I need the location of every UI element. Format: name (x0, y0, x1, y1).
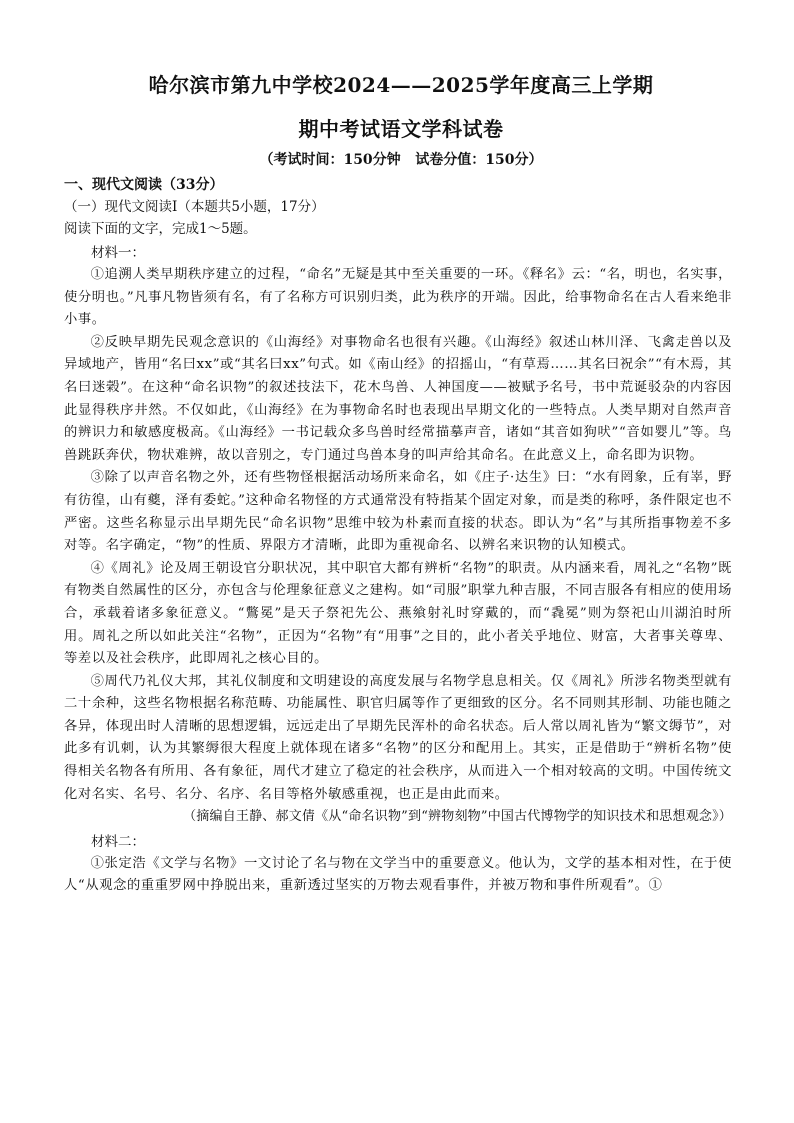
exam-info: （考试时间：150分钟 试卷分值：150分） (259, 152, 543, 168)
exam-title-line2: 期中考试语文学科试卷 (298, 117, 504, 141)
material1-paragraph-3: ③除了以声音名物之外，还有些物怪根据活动场所来命名，如《庄子·达生》曰：“水有罔象，丘有峷，野有彷徨，山有夔，泽有委蛇。”这种命名物怪的方式通常没有特指某个固定对象，而是类的称呼，条件限定也不严密。这些名称显示出早期先民“命名识物”思维中较为朴素而直接的状态。即认为“名”与其所指事物差不多对等。名字确定，“物”的性质、界限方才清晰，此即为重视命名、以辨名来识物的认知模式。 (64, 470, 732, 554)
material1-paragraph-5: ⑤周代乃礼仪大邦，其礼仪制度和文明建设的高度发展与名物学息息相关。仅《周礼》所涉名物类型就有二十余种，这些名物根据名称范畴、功能属性、职官归属等作了更细致的区分。名不同则其形制、功能也随之各异，体现出时人清晰的思想逻辑，远远走出了早期先民浑朴的命名状态。后人常以周礼皆为“繁文缛节”，对此多有讥刺，认为其繁缛很大程度上就体现在诸多“名物”的区分和配用上。其实，正是借助于“辨析名物”使得相关名物各有所用、各有象征，周代才建立了稳定的社会秩序，从而进入一个相对较高的文明。中国传统文化对名实、名号、名分、名序、名目等格外敏感重视，也正是由此而来。 (64, 673, 732, 802)
subsection-heading: （一）现代文阅读Ⅰ（本题共5小题，17分） (64, 199, 325, 215)
material1-paragraph-2: ②反映早期先民观念意识的《山海经》对事物命名也很有兴趣。《山海经》叙述山林川泽、飞禽走兽以及异域地产，皆用“名曰xx”或“其名曰xx”句式。如《南山经》的招摇山，“有草焉……其名曰祝余”“有木焉，其名曰迷榖”。在这种“命名识物”的叙述技法下，花木鸟兽、人神国度——被赋予名号，书中荒诞驳杂的内容因此显得秩序井然。不仅如此，《山海经》在为事物命名时也表现出早期文化的一些特点。人类早期对自然声音的辨识力和敏感度极高。《山海经》一书记载众多鸟兽时经常描摹声音，诸如“其音如狗吠”“音如婴儿”等。鸟兽跳跃奔伏，物状难辨，故以音别之，专门通过鸟兽本身的叫声给其命名。在此意义上，命名即为识物。 (64, 334, 732, 463)
material2-label: 材料二： (91, 833, 145, 850)
material1-source: （摘编自王静、郝文倩《从“命名识物”到“辨物刻物”中国古代博物学的知识技术和思想观念》） (183, 809, 732, 825)
material1-label: 材料一： (91, 245, 145, 261)
exam-title-line1: 哈尔滨市第九中学校2024——2025学年度高三上学期 (148, 73, 654, 97)
material1-paragraph-1: ①追溯人类早期秩序建立的过程，“命名”无疑是其中至关重要的一环。《释名》云：“名，明也，名实事，使分明也。”凡事凡物皆须有名，有了名称方可识别归类，此为秩序的开端。因此，给事物命名在古人看来绝非小事。 (64, 267, 732, 328)
material1-paragraph-4: ④《周礼》论及周王朝设官分职状况，其中职官大都有辨析“名物”的职责。从内涵来看，周礼之“名物”既有物类自然属性的区分，亦包含与伦理象征意义之建构。如“司服”职掌九种吉服，不同吉服各有相应的使用场合，承载着诸多象征意义。“鷩冕”是天子祭祀先公、燕飨射礼时穿戴的，而“毳冕”则为祭祀山川湖泊时所用。周礼之所以如此关注“名物”，正因为“名物”有“用事”之目的，此小者关乎地位、财富，大者事关尊卑、等差以及社会秩序，此即周礼之核心目的。 (64, 560, 732, 667)
reading-instruction: 阅读下面的文字，完成1～5题。 (64, 221, 257, 237)
section-heading: 一、现代文阅读（33分） (64, 177, 224, 193)
material2-paragraph-1: ①张定浩《文学与名物》一文讨论了名与物在文学当中的重要意义。他认为，文学的基本相对性，在于使人“从观念的重重罗网中挣脱出来，重新透过坚实的万物去观看事件，并被万物和事件所观看”。① (64, 855, 732, 894)
